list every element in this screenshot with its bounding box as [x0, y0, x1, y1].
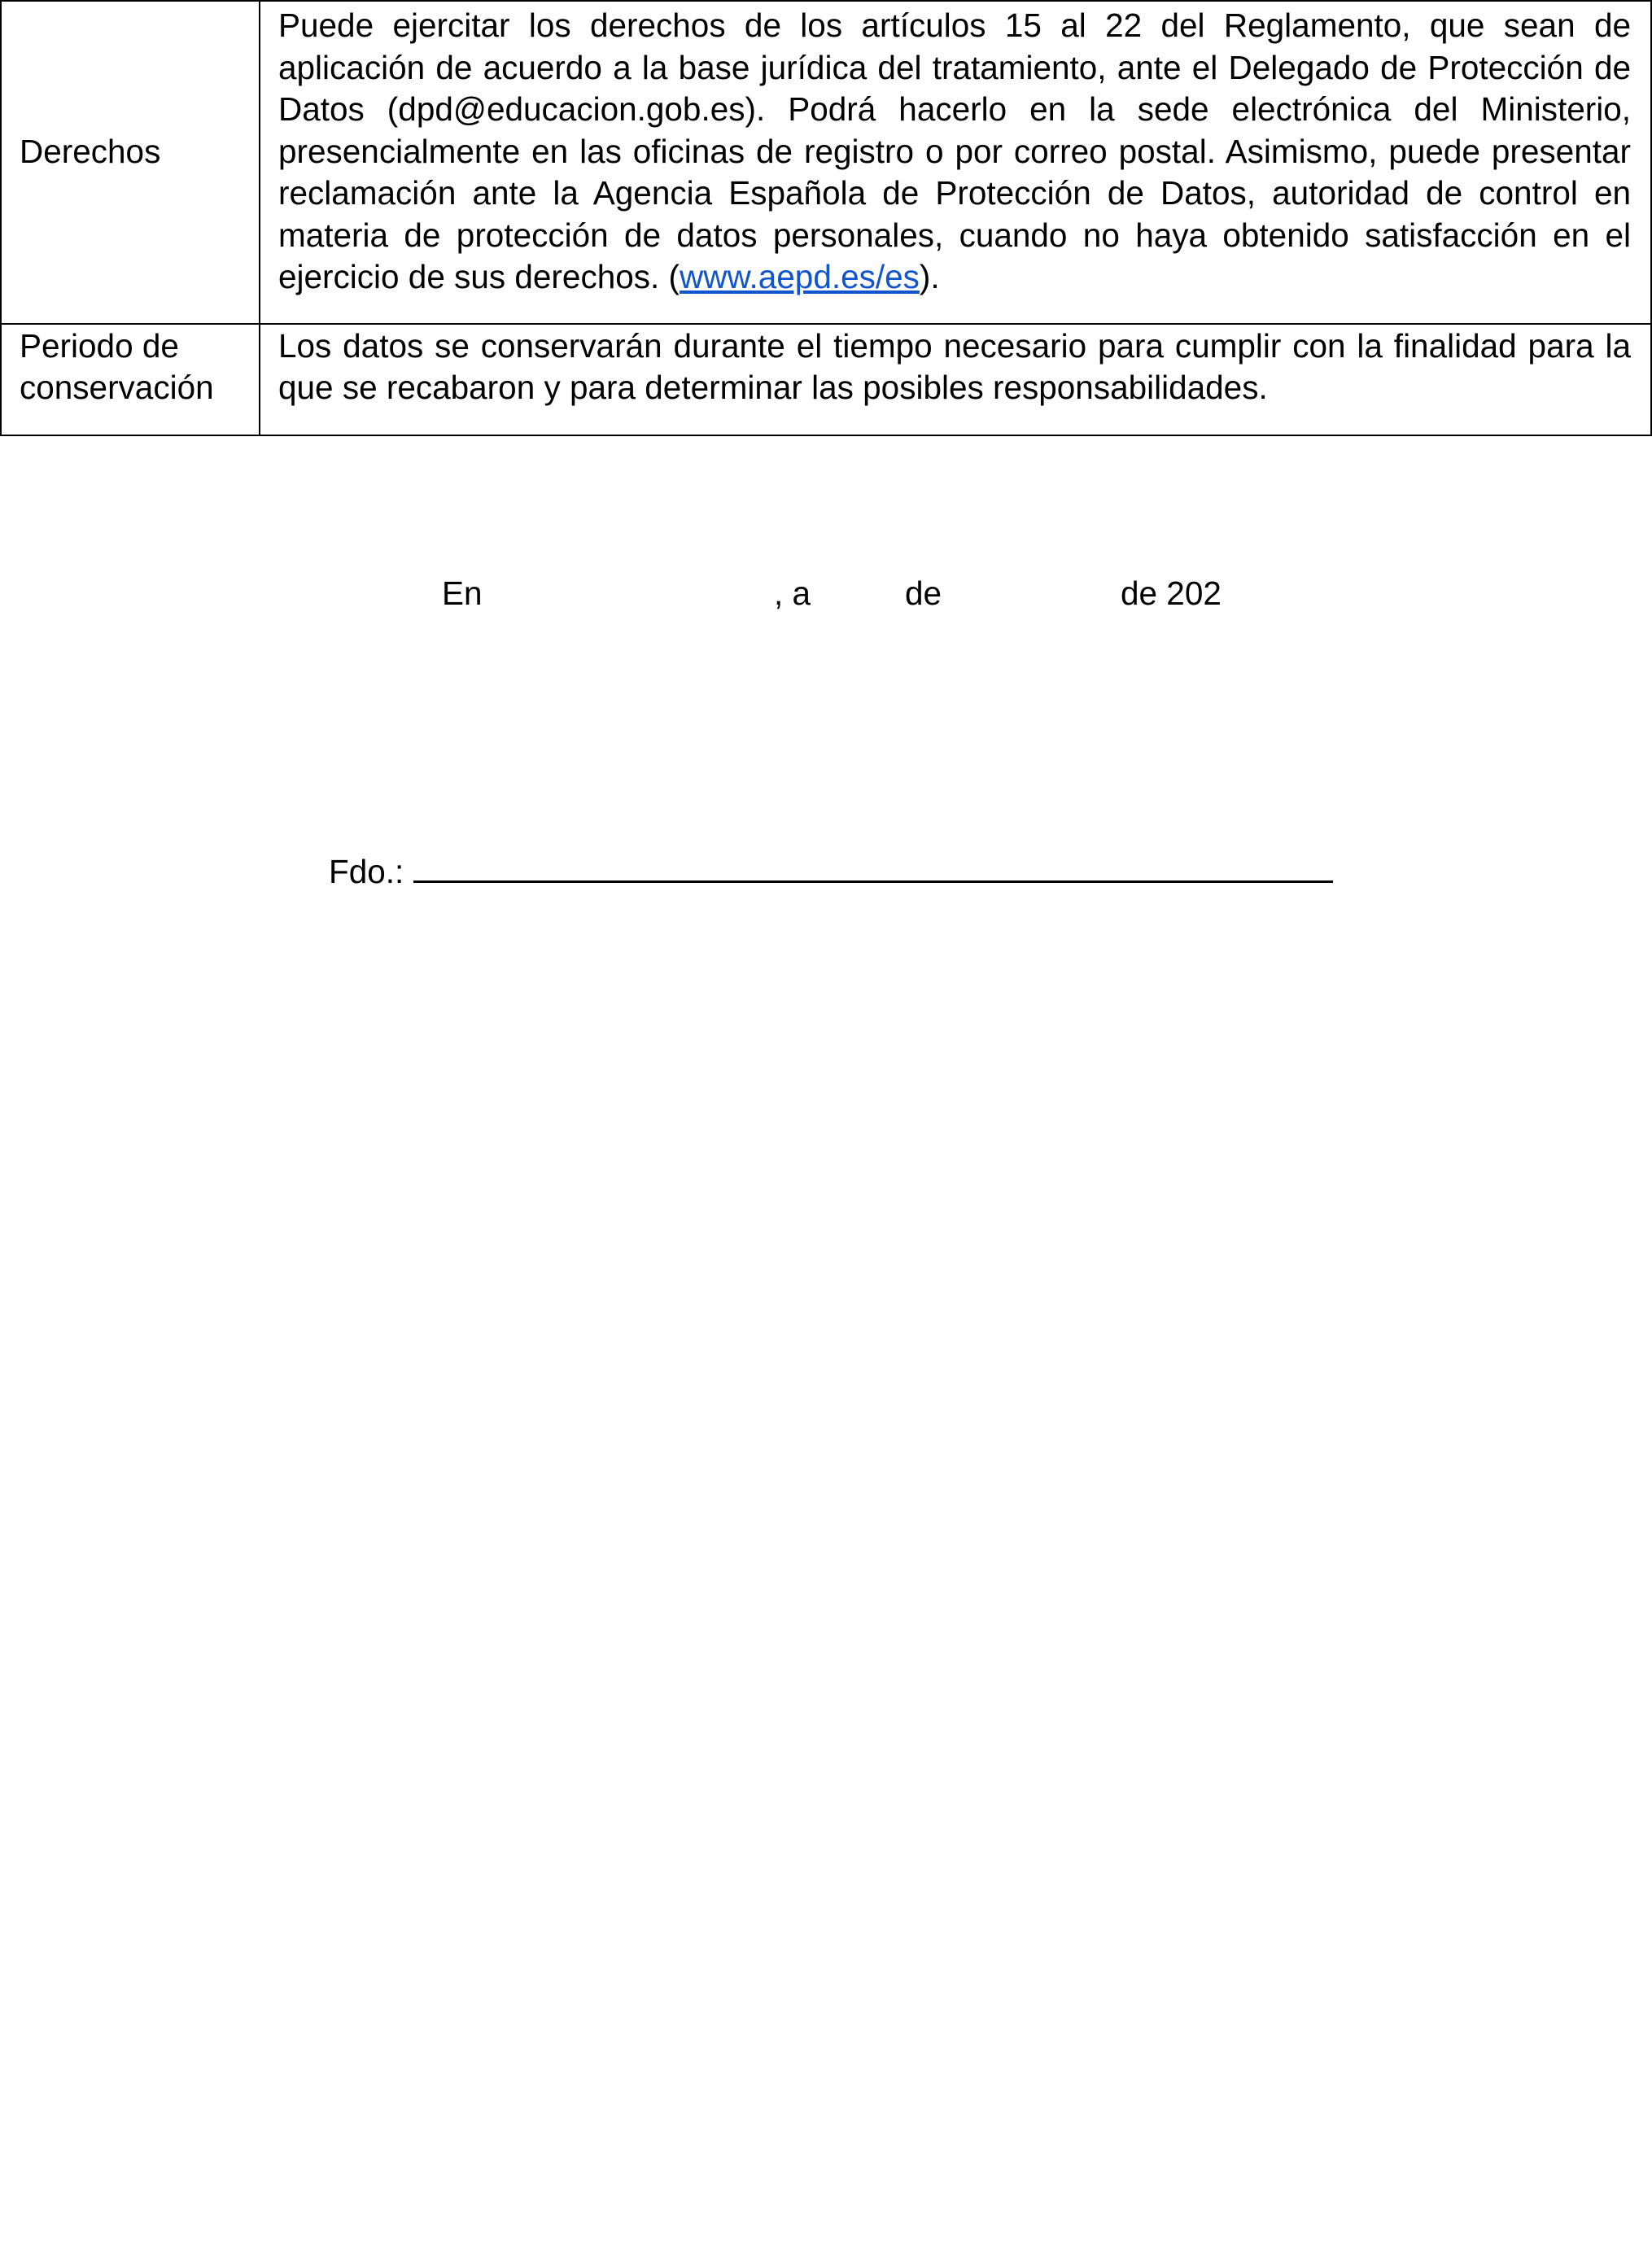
signature-label: Fdo.: — [329, 853, 404, 890]
data-protection-table — [0, 0, 1652, 436]
date-en-label: En — [442, 575, 483, 612]
table-row — [1, 324, 1651, 435]
signature-line — [329, 848, 1333, 893]
row-text: Los datos se conservarán durante el tiempo necesario para cumplir con la finalidad para la que se recabaron y para determinar las posibles responsabilidades. — [278, 326, 1631, 406]
table-row — [1, 1, 1651, 324]
row-text-conservacion — [260, 324, 1651, 435]
aepd-link[interactable]: www.aepd.es/es — [679, 258, 920, 295]
row-label-line2: conservación — [20, 369, 214, 406]
row-label-conservacion — [1, 324, 260, 435]
row-text-after-link: ). — [919, 258, 940, 295]
signature-blank — [413, 848, 1333, 883]
date-de-label: de — [905, 575, 942, 612]
date-year-label: de 202 — [1121, 575, 1222, 612]
row-label-line1: Periodo de — [20, 326, 179, 365]
date-a-label: , a — [774, 575, 811, 612]
row-label-derechos — [1, 1, 260, 324]
row-text-derechos — [260, 1, 1651, 324]
row-text-before-link: Puede ejercitar los derechos de los artículos 15 al 22 del Reglamento, que sean de aplicación de acuerdo a la base jurídica del tratamiento, ante el Delegado de Protección de Datos (dpd@educacion.gob.es). Podrá hacerlo en la sede electrónica del Ministerio, presencialmente en las oficinas de registro o por correo postal. Asimismo, puede presentar reclamación ante la Agencia Española de Protección de Datos, autoridad de control en materia de protección de datos personales, cuando no haya obtenido satisfacción en el ejercicio de sus derechos. ( — [278, 7, 1631, 295]
row-label-text: Derechos — [20, 132, 161, 170]
